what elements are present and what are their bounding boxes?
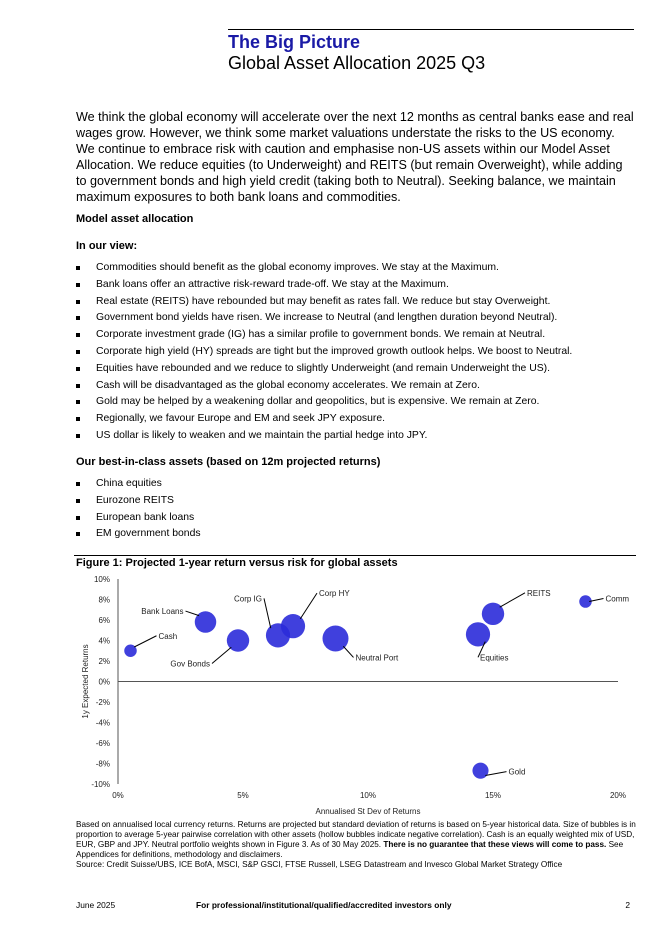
y-tick-label: 10% [93, 575, 110, 584]
x-tick-label: 5% [237, 791, 249, 800]
y-tick-label: -10% [91, 780, 110, 789]
list-item: Bank loans offer an attractive risk-reward trade-off. We stay at the Maximum. [76, 277, 572, 294]
view-list [76, 260, 572, 445]
page-title: Global Asset Allocation 2025 Q3 [228, 53, 486, 73]
list-item: Equities have rebounded and we reduce to slightly Underweight (and remain Underweight the US). [76, 361, 572, 378]
x-axis-title: Annualised St Dev of Returns [315, 807, 421, 816]
bubble-chart [74, 570, 640, 818]
list-item: Regionally, we favour Europe and EM and seek JPY exposure. [76, 411, 572, 428]
leader-line [134, 636, 156, 647]
y-tick-label: 2% [98, 657, 110, 666]
x-tick-label: 10% [359, 791, 377, 800]
list-item: European bank loans [76, 510, 201, 527]
leader-line [300, 593, 317, 619]
series-title: The Big Picture [228, 32, 361, 52]
list-item: Government bond yields have risen. We increase to Neutral (and lengthen duration beyond Neutral). [76, 310, 572, 327]
y-axis-title: 1y Expected Returns [81, 644, 90, 719]
y-tick-label: 8% [98, 595, 110, 605]
leader-line [500, 593, 525, 607]
leader-line [264, 598, 271, 628]
list-item: Corporate investment grade (IG) has a similar profile to government bonds. We remain at Neutral. [76, 327, 572, 344]
figure-notes [76, 820, 636, 870]
bubble-gold [472, 763, 488, 779]
list-item: Commodities should benefit as the global economy improves. We stay at the Maximum. [76, 260, 572, 277]
bubble-bank-loans [195, 611, 217, 633]
intro-paragraph: We think the global economy will accelerate over the next 12 months as central banks ease and real wages grow. However, we think some market valuations understate the risks to the US economy. We continue to embrace risk with caution and emphasise non-US assets within our Model Asset Allocation. We reduce equities (to Underweight) and REITS (but remain Overweight), while adding to government bonds and high yield credit (taking both to Neutral). Seeking balance, we maintain maximum exposures to both bank loans and commodities. [76, 110, 634, 205]
y-tick-label: 4% [98, 636, 110, 646]
notes-text-2: See Appendices for definitions, methodology and disclaimers. [76, 840, 624, 860]
notes-text: Based on annualised local currency returns. Returns are projected but standard deviation of returns is based on 5-year historical data. Size of bubbles is in proportion to average 5-year pairwise correlation with other assets (hollow bubbles indicate negative correlation). Cash is an equally weighted mix of USD, EUR, GBP and JPY. Neutral portfolio weights shown in Figure 3. As of 30 May 2025. [76, 820, 636, 850]
notes-bold: There is no guarantee that these views will come to pass. [383, 840, 607, 850]
notes-source: Source: Credit Suisse/UBS, ICE BofA, MSCI, S&P GSCI, FTSE Russell, LSEG Datastream and Invesco Global Market Strategy Office [76, 860, 563, 870]
data-label: Bank Loans [141, 607, 184, 617]
x-tick-label: 15% [484, 791, 502, 800]
list-item: EM government bonds [76, 526, 201, 543]
best-list [76, 476, 201, 543]
leader-line [212, 647, 231, 663]
data-label: Corp HY [319, 589, 350, 599]
leader-line [343, 646, 353, 657]
data-label: REITS [527, 588, 551, 598]
y-tick-label: -6% [95, 739, 110, 748]
page-number: 2 [625, 900, 630, 910]
list-item: Cash will be disadvantaged as the global economy accelerates. We remain at Zero. [76, 378, 572, 395]
data-label: Gold [508, 767, 526, 777]
best-heading: Our best-in-class assets (based on 12m projected returns) [76, 456, 381, 468]
y-tick-label: 6% [98, 616, 110, 625]
data-label: Corp IG [233, 594, 262, 604]
data-label: Comm [605, 594, 630, 604]
data-label: Cash [158, 631, 178, 641]
y-tick-label: -8% [95, 759, 110, 769]
list-item: US dollar is likely to weaken and we maintain the partial hedge into JPY. [76, 428, 572, 445]
list-item: Corporate high yield (HY) spreads are tight but the improved growth outlook helps. We boost to Neutral. [76, 344, 572, 361]
list-item: Real estate (REITS) have rebounded but may benefit as rates fall. We reduce but stay Overweight. [76, 294, 572, 311]
view-heading: In our view: [76, 240, 138, 252]
x-tick-label: 20% [609, 791, 627, 800]
list-item: China equities [76, 476, 201, 493]
data-label: Equities [480, 653, 509, 663]
model-heading: Model asset allocation [76, 213, 194, 225]
figure-title: Figure 1: Projected 1-year return versus risk for global assets [76, 557, 398, 569]
figure-rule [74, 555, 636, 556]
bubble-equities [466, 622, 490, 646]
list-item: Gold may be helped by a weakening dollar and geopolitics, but is expensive. We remain at Zero. [76, 394, 572, 411]
x-tick-label: 0% [112, 791, 124, 800]
y-tick-label: -2% [95, 698, 110, 707]
data-label: Gov Bonds [170, 659, 210, 669]
header-rule [228, 29, 634, 30]
footer-disclaimer: For professional/institutional/qualified/accredited investors only [196, 900, 452, 910]
data-label: Neutral Port [355, 653, 399, 663]
y-tick-label: -4% [95, 718, 110, 728]
leader-line [186, 611, 200, 616]
leader-line [485, 772, 506, 776]
list-item: Eurozone REITS [76, 493, 201, 510]
y-tick-label: 0% [98, 677, 110, 687]
footer-date: June 2025 [76, 900, 116, 910]
